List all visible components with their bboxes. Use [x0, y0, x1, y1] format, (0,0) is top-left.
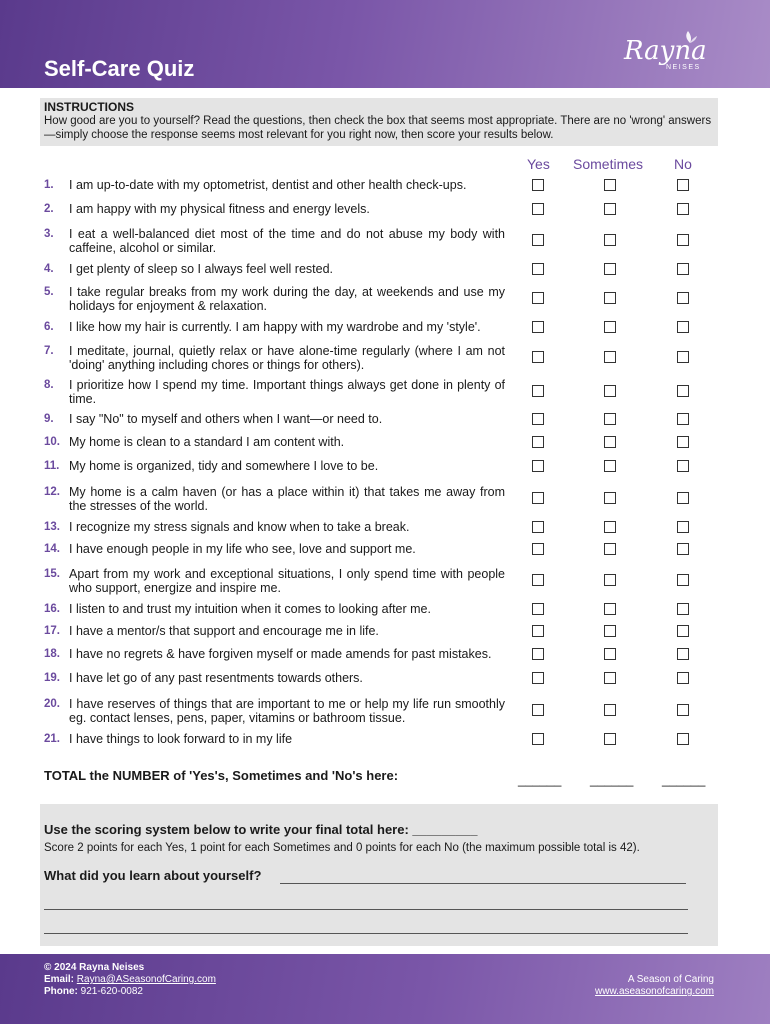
checkbox-sometimes[interactable]	[604, 704, 616, 716]
question-number: 3.	[44, 228, 54, 240]
question-text: I get plenty of sleep so I always feel well rested.	[69, 262, 334, 276]
checkbox-sometimes[interactable]	[604, 672, 616, 684]
checkbox-sometimes[interactable]	[604, 351, 616, 363]
checkbox-yes[interactable]	[532, 543, 544, 555]
question-number: 6.	[44, 321, 54, 333]
question-text: I have reserves of things that are important to me or help my life run smoothly eg. contact lenses, pens, paper, vitamins or bathroom tissue.	[69, 697, 505, 725]
question-text: I like how my hair is currently. I am happy with my wardrobe and my 'style'.	[69, 320, 481, 334]
checkbox-sometimes[interactable]	[604, 385, 616, 397]
checkbox-no[interactable]	[677, 574, 689, 586]
checkbox-no[interactable]	[677, 492, 689, 504]
checkbox-no[interactable]	[677, 603, 689, 615]
checkbox-sometimes[interactable]	[604, 521, 616, 533]
question-text: I have things to look forward to in my life	[69, 732, 293, 746]
checkbox-sometimes[interactable]	[604, 733, 616, 745]
checkbox-no[interactable]	[677, 321, 689, 333]
checkbox-yes[interactable]	[532, 436, 544, 448]
column-yes: Yes	[527, 156, 550, 172]
checkbox-sometimes[interactable]	[604, 321, 616, 333]
column-no: No	[674, 156, 692, 172]
checkbox-yes[interactable]	[532, 203, 544, 215]
question-text: I meditate, journal, quietly relax or have alone-time regularly (where I am not 'doing' anything including chores or things for others).	[69, 344, 505, 372]
question-text: I eat a well-balanced diet most of the time and do not abuse my body with caffeine, alcohol or similar.	[69, 227, 505, 255]
checkbox-yes[interactable]	[532, 521, 544, 533]
checkbox-no[interactable]	[677, 203, 689, 215]
question-text: I have no regrets & have forgiven myself or made amends for past mistakes.	[69, 647, 492, 661]
checkbox-yes[interactable]	[532, 492, 544, 504]
checkbox-yes[interactable]	[532, 413, 544, 425]
question-text: I recognize my stress signals and know when to take a break.	[69, 520, 410, 534]
total-yes-blank[interactable]: ______	[518, 772, 562, 787]
checkbox-sometimes[interactable]	[604, 234, 616, 246]
phone-row	[44, 986, 143, 997]
question-number: 8.	[44, 379, 54, 391]
question-number: 21.	[44, 733, 60, 745]
checkbox-yes[interactable]	[532, 351, 544, 363]
question-number: 15.	[44, 568, 60, 580]
question-number: 5.	[44, 286, 54, 298]
question-number: 16.	[44, 603, 60, 615]
question-number: 20.	[44, 698, 60, 710]
checkbox-sometimes[interactable]	[604, 574, 616, 586]
column-sometimes: Sometimes	[573, 156, 644, 172]
checkbox-yes[interactable]	[532, 625, 544, 637]
checkbox-no[interactable]	[677, 460, 689, 472]
page-title: Self-Care Quiz	[44, 56, 195, 81]
question-text: Apart from my work and exceptional situations, I only spend time with people who support, energize and inspire me.	[69, 567, 505, 595]
question-number: 12.	[44, 486, 60, 498]
checkbox-yes[interactable]	[532, 292, 544, 304]
logo-subtitle: NEISES	[666, 64, 701, 71]
checkbox-yes[interactable]	[532, 385, 544, 397]
checkbox-no[interactable]	[677, 625, 689, 637]
question-number: 13.	[44, 521, 60, 533]
checkbox-sometimes[interactable]	[604, 203, 616, 215]
learn-line-3[interactable]	[44, 932, 688, 934]
learn-line-1[interactable]	[280, 882, 686, 884]
scoring-panel	[40, 804, 718, 946]
email-row	[44, 974, 216, 985]
checkbox-no[interactable]	[677, 672, 689, 684]
checkbox-sometimes[interactable]	[604, 460, 616, 472]
checkbox-no[interactable]	[677, 234, 689, 246]
checkbox-yes[interactable]	[532, 733, 544, 745]
phone-label: Phone:	[44, 986, 78, 997]
instructions-panel	[40, 98, 718, 146]
checkbox-sometimes[interactable]	[604, 179, 616, 191]
phone-number: 921-620-0082	[80, 986, 143, 997]
checkbox-sometimes[interactable]	[604, 413, 616, 425]
checkbox-no[interactable]	[677, 704, 689, 716]
question-text: I am happy with my physical fitness and energy levels.	[69, 202, 370, 216]
checkbox-no[interactable]	[677, 292, 689, 304]
question-text: I am up-to-date with my optometrist, dentist and other health check-ups.	[69, 178, 467, 192]
question-text: My home is clean to a standard I am content with.	[69, 435, 345, 449]
org-name: A Season of Caring	[627, 974, 714, 985]
question-number: 2.	[44, 203, 54, 215]
question-text: My home is a calm haven (or has a place within it) that takes me away from the stresses of the world.	[69, 485, 505, 513]
checkbox-yes[interactable]	[532, 603, 544, 615]
question-number: 17.	[44, 625, 60, 637]
checkbox-no[interactable]	[677, 385, 689, 397]
email-label: Email:	[44, 974, 75, 985]
checkbox-no[interactable]	[677, 648, 689, 660]
checkbox-yes[interactable]	[532, 672, 544, 684]
scoring-heading: Use the scoring system below to write your final total here: _________	[44, 822, 478, 837]
website-row	[595, 986, 714, 997]
checkbox-yes[interactable]	[532, 460, 544, 472]
question-number: 1.	[44, 179, 54, 191]
question-number: 19.	[44, 672, 60, 684]
question-text: I prioritize how I spend my time. Important things always get done in plenty of time.	[69, 378, 505, 406]
checkbox-yes[interactable]	[532, 234, 544, 246]
question-text: I have enough people in my life who see, love and support me.	[69, 542, 416, 556]
question-number: 9.	[44, 413, 54, 425]
header-banner	[0, 0, 770, 88]
total-no-blank[interactable]: ______	[662, 772, 706, 787]
total-label: TOTAL the NUMBER of 'Yes's, Sometimes and 'No's here:	[44, 768, 399, 783]
question-text: I have a mentor/s that support and encourage me in life.	[69, 624, 379, 638]
checkbox-no[interactable]	[677, 436, 689, 448]
checkbox-no[interactable]	[677, 543, 689, 555]
checkbox-yes[interactable]	[532, 648, 544, 660]
scoring-text: Score 2 points for each Yes, 1 point for each Sometimes and 0 points for each No (the maximum possible total is 42).	[44, 842, 640, 854]
question-text: My home is organized, tidy and somewhere I love to be.	[69, 459, 379, 473]
question-text: I say "No" to myself and others when I want—or need to.	[69, 412, 383, 426]
question-number: 7.	[44, 345, 54, 357]
instructions-text: How good are you to yourself? Read the questions, then check the box that seems most appropriate. There are no 'wrong' answers—simply choose the response seems most relevant for you right now, then score your results below.	[44, 115, 712, 141]
checkbox-no[interactable]	[677, 413, 689, 425]
checkbox-sometimes[interactable]	[604, 603, 616, 615]
checkbox-yes[interactable]	[532, 574, 544, 586]
total-sometimes-blank[interactable]: ______	[590, 772, 634, 787]
checkbox-sometimes[interactable]	[604, 292, 616, 304]
footer-banner	[0, 954, 770, 1024]
checkbox-no[interactable]	[677, 351, 689, 363]
question-text: I listen to and trust my intuition when it comes to looking after me.	[69, 602, 431, 616]
question-number: 4.	[44, 263, 54, 275]
checkbox-sometimes[interactable]	[604, 492, 616, 504]
logo-script: Rayna	[624, 36, 707, 66]
question-text: I take regular breaks from my work during the day, at weekends and use my holidays for enjoyment & relaxation.	[69, 285, 505, 313]
learn-label: What did you learn about yourself?	[44, 868, 262, 883]
checkbox-yes[interactable]	[532, 321, 544, 333]
checkbox-no[interactable]	[677, 733, 689, 745]
checkbox-sometimes[interactable]	[604, 648, 616, 660]
checkbox-yes[interactable]	[532, 179, 544, 191]
checkbox-no[interactable]	[677, 179, 689, 191]
checkbox-sometimes[interactable]	[604, 436, 616, 448]
checkbox-yes[interactable]	[532, 704, 544, 716]
brand-logo	[612, 30, 712, 78]
question-number: 10.	[44, 436, 60, 448]
checkbox-sometimes[interactable]	[604, 543, 616, 555]
instructions-heading: INSTRUCTIONS	[44, 100, 134, 114]
checkbox-sometimes[interactable]	[604, 263, 616, 275]
question-number: 11.	[44, 460, 60, 472]
copyright: © 2024 Rayna Neises	[44, 962, 145, 973]
email-link[interactable]: Rayna@ASeasonofCaring.com	[76, 974, 216, 985]
website-link[interactable]: www.aseasonofcaring.com	[595, 986, 714, 997]
checkbox-no[interactable]	[677, 263, 689, 275]
checkbox-no[interactable]	[677, 521, 689, 533]
question-number: 18.	[44, 648, 60, 660]
checkbox-sometimes[interactable]	[604, 625, 616, 637]
question-text: I have let go of any past resentments towards others.	[69, 671, 363, 685]
question-number: 14.	[44, 543, 60, 555]
checkbox-yes[interactable]	[532, 263, 544, 275]
learn-line-2[interactable]	[44, 908, 688, 910]
